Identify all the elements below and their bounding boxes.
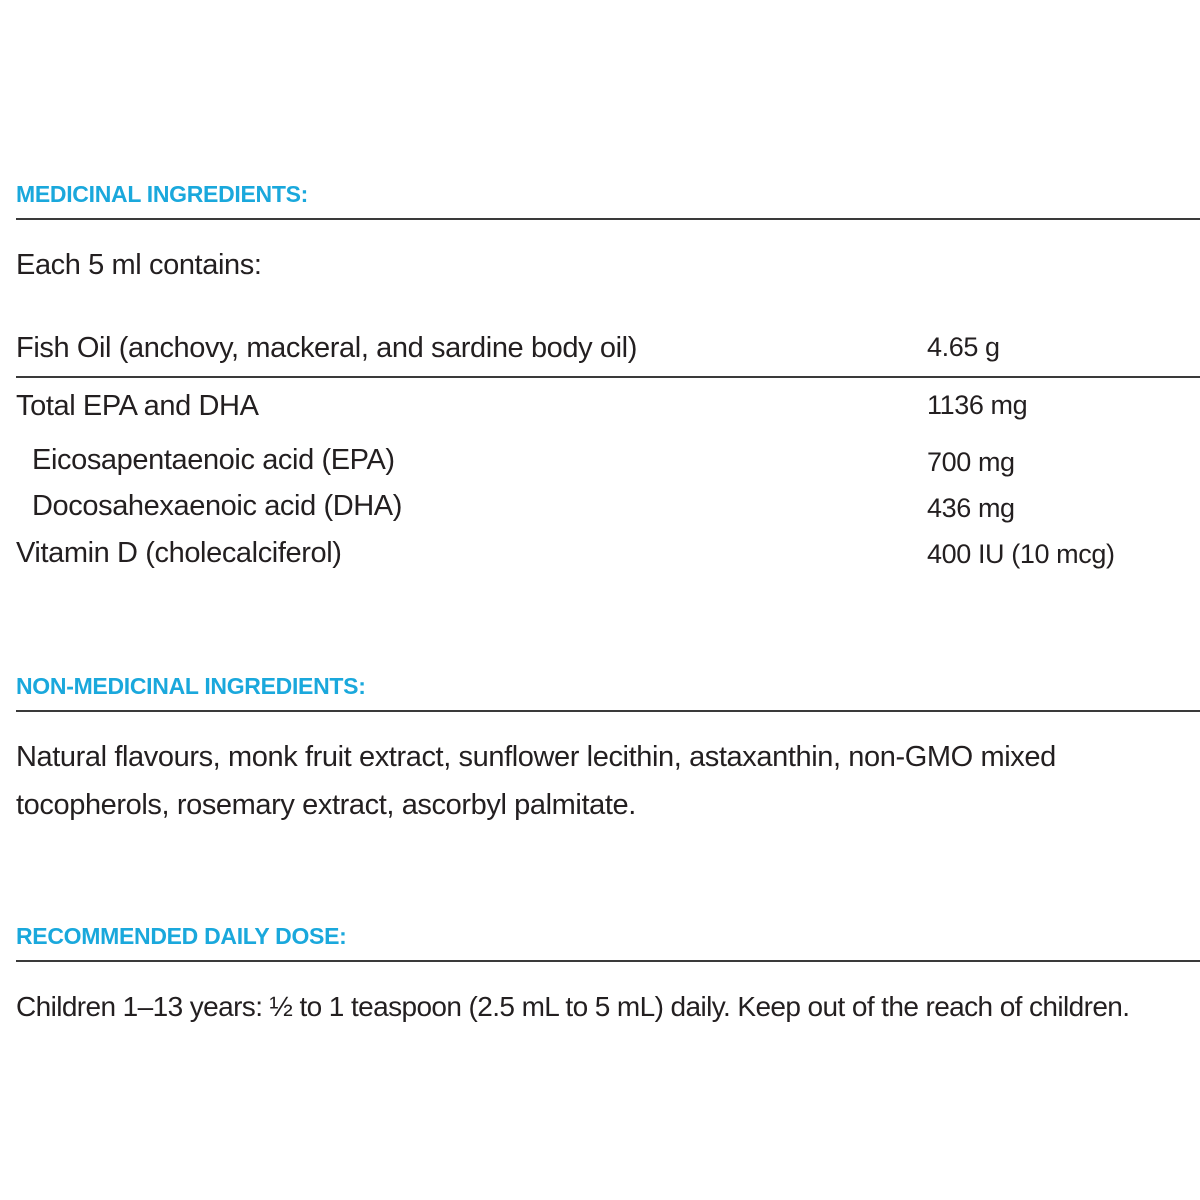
ingredient-label: Total EPA and DHA bbox=[16, 390, 259, 422]
ingredient-label: Docosahexaenoic acid (DHA) bbox=[32, 490, 402, 522]
ingredient-amount: 4.65 g bbox=[927, 332, 1000, 362]
section-divider bbox=[16, 218, 1200, 220]
section-divider bbox=[16, 960, 1200, 962]
ingredient-label: Fish Oil (anchovy, mackeral, and sardine body oil) bbox=[16, 332, 637, 364]
section-divider bbox=[16, 710, 1200, 712]
row-divider bbox=[16, 376, 1200, 378]
non-medicinal-ingredients-heading: NON-MEDICINAL INGREDIENTS: bbox=[16, 673, 366, 699]
ingredient-amount: 400 IU (10 mcg) bbox=[927, 539, 1115, 569]
ingredient-amount: 436 mg bbox=[927, 493, 1015, 523]
ingredient-label: Eicosapentaenoic acid (EPA) bbox=[32, 444, 395, 476]
non-medicinal-ingredients-text: Natural flavours, monk fruit extract, sunflower lecithin, astaxanthin, non-GMO mixed tocopherols, rosemary extract, ascorbyl palmitate. bbox=[16, 741, 1056, 821]
recommended-daily-dose-heading: RECOMMENDED DAILY DOSE: bbox=[16, 923, 347, 949]
ingredient-amount: 700 mg bbox=[927, 447, 1015, 477]
each-dose-intro: Each 5 ml contains: bbox=[16, 249, 262, 281]
ingredient-amount: 1136 mg bbox=[927, 390, 1028, 420]
medicinal-ingredients-heading: MEDICINAL INGREDIENTS: bbox=[16, 181, 308, 207]
daily-dose-text: Children 1–13 years: ½ to 1 teaspoon (2.5 mL to 5 mL) daily. Keep out of the reach of children. bbox=[16, 991, 1130, 1022]
ingredient-label: Vitamin D (cholecalciferol) bbox=[16, 537, 342, 569]
